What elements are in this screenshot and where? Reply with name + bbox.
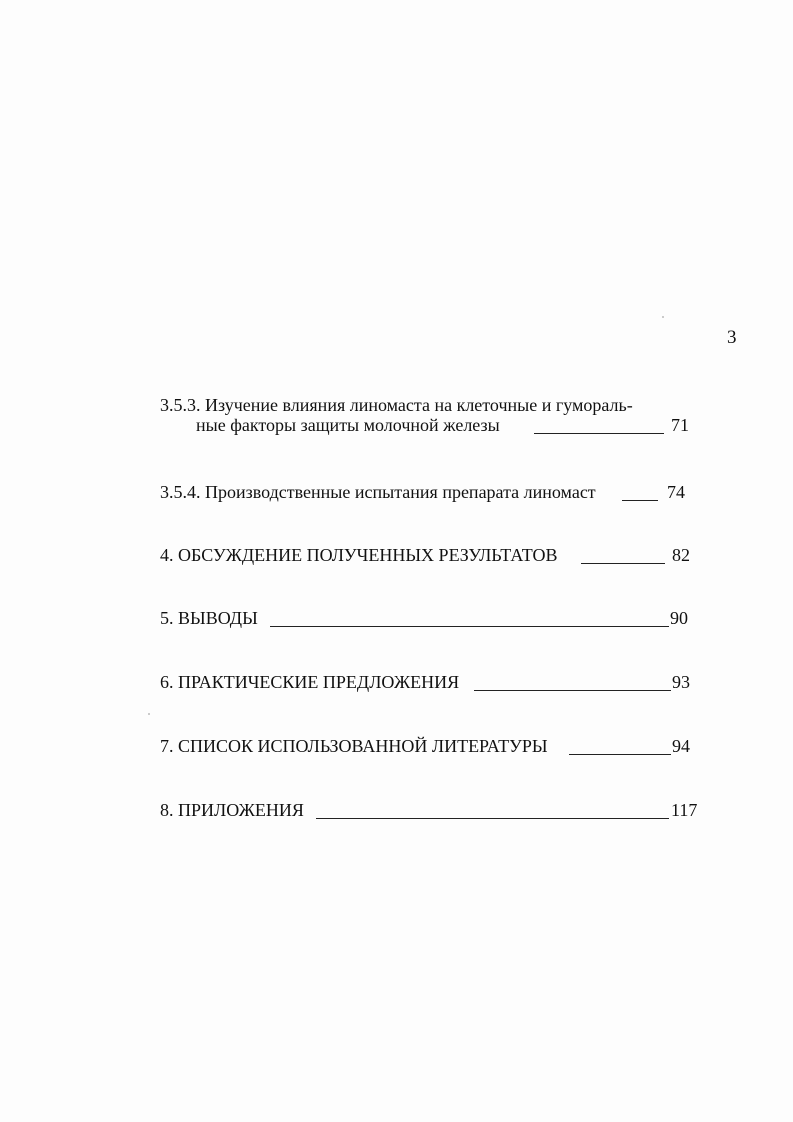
toc-entry-8-page: 117: [671, 800, 698, 820]
toc-entry-3-5-3-leader: [534, 433, 664, 434]
scan-speck: [662, 316, 664, 318]
toc-entry-8-title: 8. ПРИЛОЖЕНИЯ: [160, 800, 304, 820]
page-number: 3: [727, 327, 737, 348]
toc-entry-6-page: 93: [672, 672, 690, 692]
toc-entry-3-5-3-title-line2: ные факторы защиты молочной железы: [196, 415, 500, 435]
toc-entry-3-5-4-leader: [622, 500, 658, 501]
toc-entry-8-leader: [316, 818, 669, 819]
toc-entry-3-5-3-title-line1: 3.5.3. Изучение влияния линомаста на клеточные и гумораль-: [160, 395, 633, 415]
toc-entry-5-title: 5. ВЫВОДЫ: [160, 608, 258, 628]
toc-entry-3-5-3-page: 71: [671, 415, 689, 435]
toc-entry-5-leader: [270, 626, 669, 627]
toc-entry-6-title: 6. ПРАКТИЧЕСКИЕ ПРЕДЛОЖЕНИЯ: [160, 672, 460, 692]
toc-entry-7-title: 7. СПИСОК ИСПОЛЬЗОВАННОЙ ЛИТЕРАТУРЫ: [160, 736, 548, 756]
toc-entry-7-page: 94: [672, 736, 690, 756]
toc-entry-6-leader: [474, 690, 671, 691]
toc-entry-4-page: 82: [672, 545, 690, 565]
toc-entry-3-5-4-page: 74: [667, 482, 685, 502]
toc-entry-5-page: 90: [670, 608, 688, 628]
toc-entry-3-5-4-title: 3.5.4. Производственные испытания препарата линомаст: [160, 482, 596, 502]
toc-entry-7-leader: [569, 754, 671, 755]
scan-speck: [148, 713, 150, 715]
toc-entry-4-title: 4. ОБСУЖДЕНИЕ ПОЛУЧЕННЫХ РЕЗУЛЬТАТОВ: [160, 545, 558, 565]
toc-entry-4-leader: [581, 563, 665, 564]
